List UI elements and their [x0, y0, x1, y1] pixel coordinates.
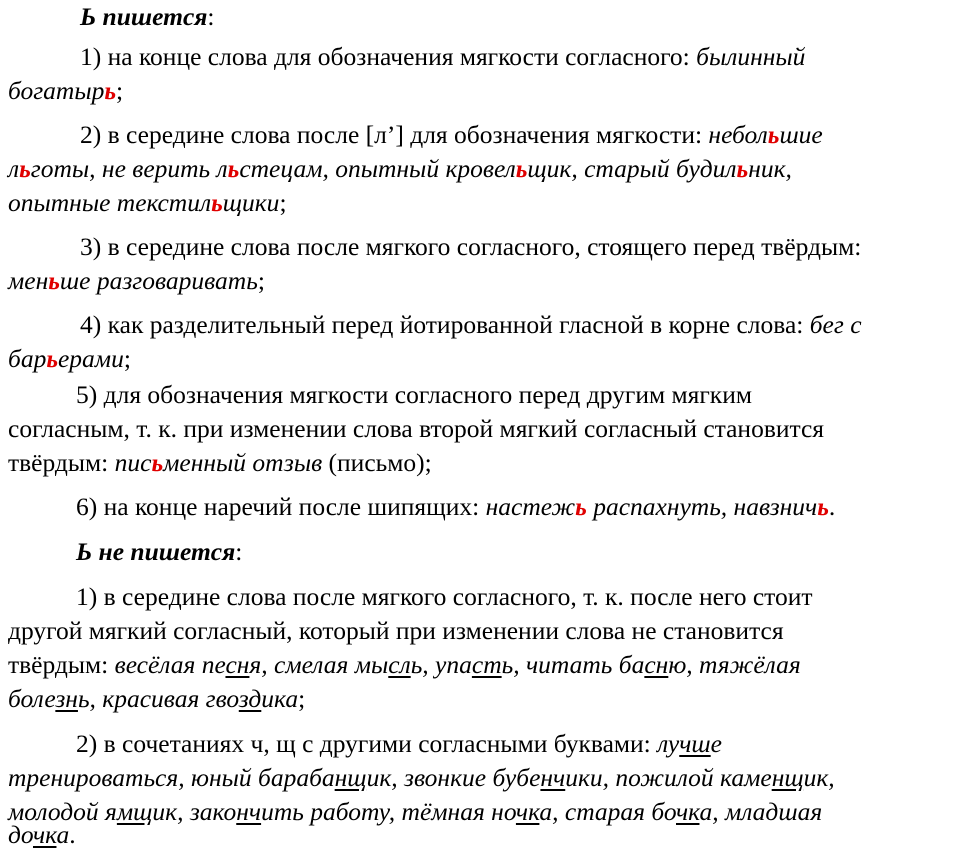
- rule-text: на конце слова для обозначения мягкости согласного:: [107, 42, 690, 71]
- punct: ;: [123, 344, 131, 373]
- rule-number: 1): [80, 42, 102, 71]
- example: мен: [8, 266, 49, 295]
- consonant-cluster: зн: [55, 684, 78, 713]
- example: молодой я: [8, 797, 117, 826]
- example: а, младшая: [699, 797, 823, 826]
- consonant-cluster: сл: [388, 650, 411, 679]
- example: готы, не верить л: [30, 154, 228, 183]
- consonant-cluster: нщ: [771, 763, 804, 792]
- rule-number: 1): [76, 582, 98, 611]
- example: ик, зако: [152, 797, 237, 826]
- consonant-cluster: чк: [33, 820, 57, 849]
- example: тренироваться, юный бараба: [8, 763, 335, 792]
- punct: ;: [257, 266, 265, 295]
- soft-sign: ь: [575, 492, 587, 521]
- soft-sign: ь: [46, 344, 58, 373]
- rule-number: 5): [76, 380, 98, 409]
- soft-sign: ь: [151, 448, 164, 477]
- heading: Ь пишется: [80, 2, 208, 31]
- rule-text: в середине слова после мягкого согласного, стоящего перед твёрдым:: [107, 232, 862, 261]
- rule-text: согласным, т. к. при изменении слова второй мягкий согласный становится: [8, 414, 825, 443]
- consonant-cluster: чш: [679, 729, 711, 758]
- rule-yes-6-line1: [76, 490, 835, 524]
- punct: ;: [116, 76, 124, 105]
- rule-yes-5-line2: [8, 412, 824, 446]
- rule-yes-1-line1: [80, 40, 805, 74]
- rule-yes-1-line2: [8, 74, 123, 108]
- example: небол: [708, 120, 768, 149]
- consonant-cluster: сн: [225, 650, 250, 679]
- example: ник,: [748, 154, 792, 183]
- example: ики, пожилой каме: [565, 763, 772, 792]
- rule-yes-5-line1: [76, 378, 752, 412]
- example: весёлая пе: [114, 650, 226, 679]
- example: настеж: [485, 492, 576, 521]
- colon: :: [235, 537, 243, 566]
- example: ь, упа: [410, 650, 472, 679]
- rule-no-2-line1: [76, 727, 722, 761]
- example: распахнуть, навзнич: [586, 492, 818, 521]
- rule-no-1-line4: [8, 682, 305, 716]
- example: стецам, опытный кровел: [239, 154, 516, 183]
- example: ить работу, тёмная но: [261, 797, 516, 826]
- example: бег с: [809, 310, 862, 339]
- punct: ;: [279, 188, 287, 217]
- consonant-cluster: зд: [238, 684, 262, 713]
- rule-yes-4-line2: [8, 342, 131, 376]
- example: е: [710, 729, 722, 758]
- rule-text: твёрдым:: [8, 650, 109, 679]
- punct: .: [69, 820, 76, 849]
- section-title-no: [76, 535, 242, 569]
- rule-yes-5-line3: [8, 446, 432, 480]
- example: ика: [261, 684, 299, 713]
- example: пис: [114, 448, 152, 477]
- rule-number: 2): [80, 120, 102, 149]
- consonant-cluster: нч: [236, 797, 262, 826]
- punct: ;: [298, 684, 306, 713]
- consonant-cluster: чк: [515, 797, 540, 826]
- example: ерами: [57, 344, 124, 373]
- rule-text: для обозначения мягкости согласного перед другим мягким: [103, 380, 752, 409]
- section-title-yes: [80, 0, 215, 34]
- example: лу: [657, 729, 680, 758]
- example: былинный: [696, 42, 806, 71]
- example: щики: [222, 188, 280, 217]
- rule-text: в середине слова после [л’] для обозначения мягкости:: [107, 120, 703, 149]
- consonant-cluster: нч: [540, 763, 566, 792]
- example: щик, старый будил: [527, 154, 737, 183]
- example: а, старая бо: [539, 797, 676, 826]
- rule-text: как разделительный перед йотированной гласной в корне слова:: [107, 310, 804, 339]
- example: бар: [8, 344, 47, 373]
- example: ю, тяжёлая: [668, 650, 801, 679]
- rule-text: в середине слова после мягкого согласного, т. к. после него стоит: [103, 582, 813, 611]
- heading: Ь не пишется: [76, 537, 236, 566]
- example: ик, звонкие бубе: [366, 763, 541, 792]
- example: опытные текстил: [8, 188, 212, 217]
- rule-no-1-line3: [8, 648, 801, 682]
- rule-number: 2): [76, 729, 98, 758]
- rule-text: твёрдым:: [8, 448, 109, 477]
- rule-yes-3-line2: [8, 264, 265, 298]
- rule-yes-3-line1: [80, 230, 861, 264]
- example: ь, красивая гво: [77, 684, 239, 713]
- example: боле: [8, 684, 56, 713]
- soft-sign: ь: [227, 154, 240, 183]
- consonant-cluster: сн: [644, 650, 669, 679]
- example: я, смелая мы: [249, 650, 389, 679]
- rule-no-2-line3: [8, 795, 822, 829]
- note: (письмо);: [328, 448, 432, 477]
- soft-sign: ь: [48, 266, 60, 295]
- consonant-cluster: ст: [471, 650, 502, 679]
- rule-number: 3): [80, 232, 102, 261]
- soft-sign: ь: [817, 492, 829, 521]
- rule-yes-4-line1: [80, 308, 862, 342]
- soft-sign: ь: [767, 120, 780, 149]
- rule-yes-2-line1: [80, 118, 823, 152]
- example: богатыр: [8, 76, 105, 105]
- rule-text: на конце наречий после шипящих:: [103, 492, 480, 521]
- soft-sign: ь: [19, 154, 31, 183]
- rule-text: другой мягкий согласный, который при изменении слова не становится: [8, 616, 784, 645]
- rule-no-2-line4: [8, 818, 76, 852]
- example: менный отзыв: [163, 448, 323, 477]
- example: а: [56, 820, 70, 849]
- example: ше разговаривать: [59, 266, 258, 295]
- rule-no-1-line1: [76, 580, 813, 614]
- soft-sign: ь: [104, 76, 117, 105]
- example: до: [8, 820, 33, 849]
- rule-yes-2-line3: [8, 186, 287, 220]
- rule-no-2-line2: [8, 761, 835, 795]
- example: л: [8, 154, 20, 183]
- example: ь, читать ба: [501, 650, 645, 679]
- soft-sign: ь: [211, 188, 223, 217]
- consonant-cluster: мщ: [116, 797, 153, 826]
- consonant-cluster: чк: [676, 797, 700, 826]
- consonant-cluster: нщ: [334, 763, 367, 792]
- soft-sign: ь: [515, 154, 528, 183]
- rule-number: 6): [76, 492, 98, 521]
- rule-text: в сочетаниях ч, щ с другими согласными буквами:: [103, 729, 651, 758]
- colon: :: [207, 2, 215, 31]
- example: шие: [779, 120, 823, 149]
- rule-number: 4): [80, 310, 102, 339]
- rule-no-1-line2: [8, 614, 784, 648]
- rule-yes-2-line2: [8, 152, 792, 186]
- punct: .: [828, 492, 836, 521]
- example: ик,: [803, 763, 835, 792]
- soft-sign: ь: [736, 154, 749, 183]
